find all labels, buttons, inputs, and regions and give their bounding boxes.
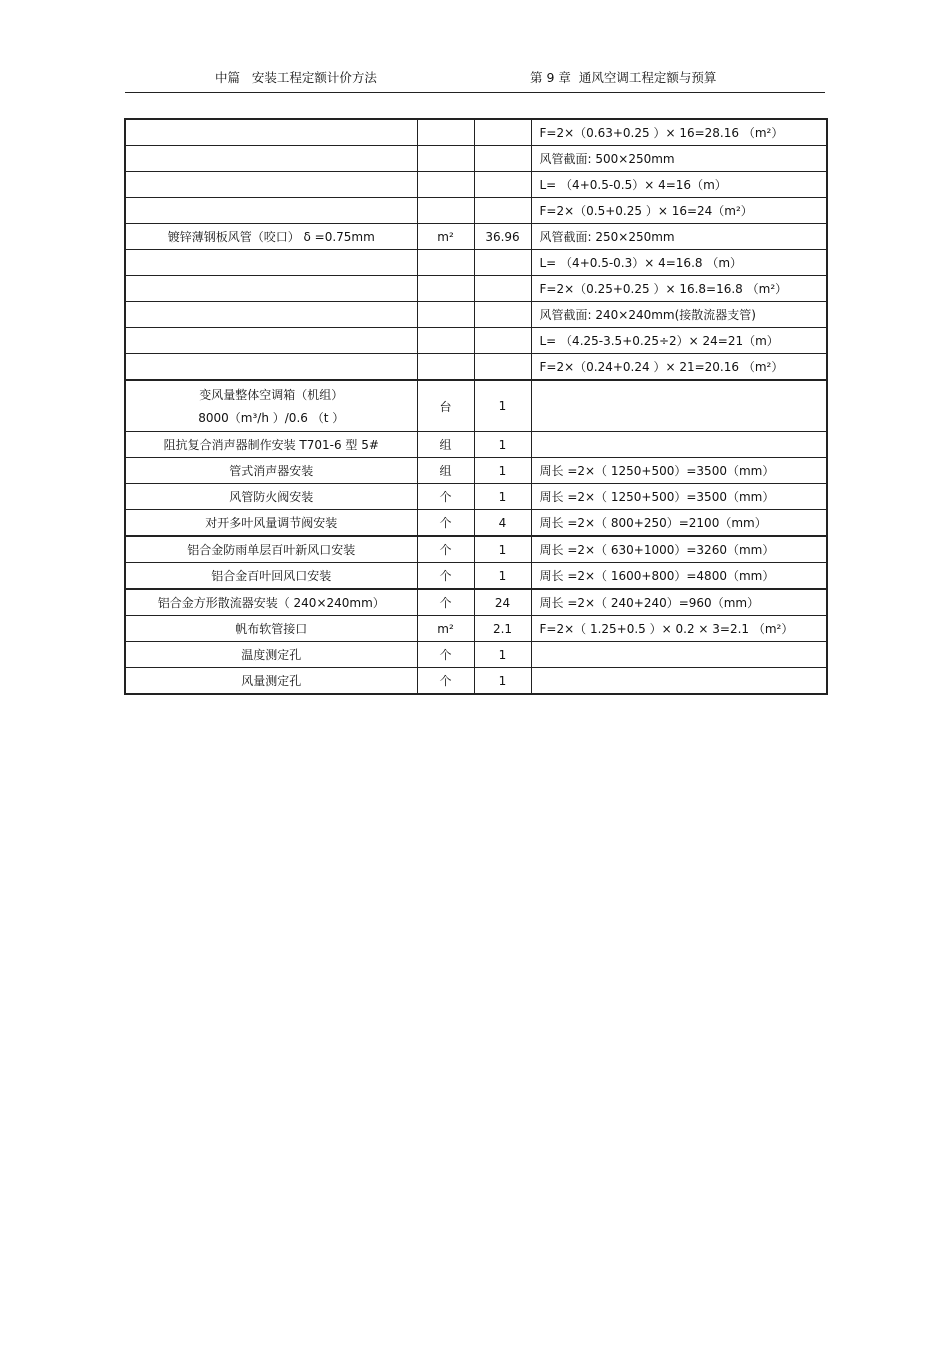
qty-cell: 1 xyxy=(474,432,531,458)
table-row xyxy=(125,119,827,146)
unit-cell: 个 xyxy=(417,589,474,616)
table-row xyxy=(125,484,827,510)
item-cell xyxy=(125,198,417,224)
calc-cell: L= （4.25-3.5+0.25÷2）× 24=21（m） xyxy=(531,328,827,354)
unit-cell: 台 xyxy=(417,380,474,432)
unit-cell: 个 xyxy=(417,510,474,537)
calc-cell: 风管截面: 240×240mm(接散流器支管) xyxy=(531,302,827,328)
calc-cell: 周长 =2×（ 800+250）=2100（mm） xyxy=(531,510,827,537)
qty-cell: 36.96 xyxy=(474,224,531,250)
qty-cell: 1 xyxy=(474,484,531,510)
qty-cell xyxy=(474,146,531,172)
item-cell: 铝合金防雨单层百叶新风口安装 xyxy=(125,536,417,563)
item-line-1: 变风量整体空调箱（机组） xyxy=(199,388,344,402)
qty-cell: 1 xyxy=(474,536,531,563)
calc-cell: F=2×（0.25+0.25 ）× 16.8=16.8 （m²） xyxy=(531,276,827,302)
table-row xyxy=(125,616,827,642)
unit-cell xyxy=(417,198,474,224)
header-right-title: 第 9 章 通风空调工程定额与预算 xyxy=(530,70,717,85)
calc-cell xyxy=(531,432,827,458)
item-cell xyxy=(125,146,417,172)
qty-cell xyxy=(474,328,531,354)
unit-cell: 个 xyxy=(417,563,474,590)
table-row xyxy=(125,589,827,616)
calc-cell: F=2×（0.63+0.25 ）× 16=28.16 （m²） xyxy=(531,119,827,146)
item-cell: 风量测定孔 xyxy=(125,668,417,695)
calc-cell: 周长 =2×（ 1600+800）=4800（mm） xyxy=(531,563,827,590)
calc-cell xyxy=(531,642,827,668)
unit-cell xyxy=(417,328,474,354)
calc-cell: L= （4+0.5-0.3）× 4=16.8 （m） xyxy=(531,250,827,276)
unit-cell xyxy=(417,119,474,146)
item-cell: 阻抗复合消声器制作安装 T701-6 型 5# xyxy=(125,432,417,458)
item-line-2: 8000（m³/h ）/0.6 （t ） xyxy=(198,411,345,425)
unit-cell: m² xyxy=(417,224,474,250)
item-cell xyxy=(125,276,417,302)
page-header xyxy=(125,66,825,93)
qty-cell: 1 xyxy=(474,668,531,695)
table-row xyxy=(125,146,827,172)
unit-cell: 个 xyxy=(417,536,474,563)
table-row xyxy=(125,380,827,432)
item-cell xyxy=(125,328,417,354)
table-row xyxy=(125,458,827,484)
unit-cell xyxy=(417,146,474,172)
qty-cell: 1 xyxy=(474,380,531,432)
calc-cell: 风管截面: 250×250mm xyxy=(531,224,827,250)
qty-cell: 1 xyxy=(474,458,531,484)
qty-cell xyxy=(474,172,531,198)
calc-cell: 风管截面: 500×250mm xyxy=(531,146,827,172)
calc-cell: L= （4+0.5-0.5）× 4=16（m） xyxy=(531,172,827,198)
item-cell: 铝合金百叶回风口安装 xyxy=(125,563,417,590)
item-cell xyxy=(125,250,417,276)
table-row xyxy=(125,328,827,354)
calc-cell xyxy=(531,668,827,695)
qty-cell: 1 xyxy=(474,642,531,668)
unit-cell: m² xyxy=(417,616,474,642)
qty-cell xyxy=(474,302,531,328)
unit-cell xyxy=(417,250,474,276)
unit-cell: 个 xyxy=(417,642,474,668)
qty-cell: 2.1 xyxy=(474,616,531,642)
item-cell xyxy=(125,119,417,146)
table-row xyxy=(125,302,827,328)
table-row xyxy=(125,563,827,590)
calc-cell: F=2×（0.24+0.24 ）× 21=20.16 （m²） xyxy=(531,354,827,381)
item-cell: 帆布软管接口 xyxy=(125,616,417,642)
table-row xyxy=(125,668,827,695)
qty-cell: 1 xyxy=(474,563,531,590)
item-cell xyxy=(125,380,417,432)
item-cell: 对开多叶风量调节阀安装 xyxy=(125,510,417,537)
qty-cell: 4 xyxy=(474,510,531,537)
unit-cell xyxy=(417,276,474,302)
unit-cell: 组 xyxy=(417,458,474,484)
table-row xyxy=(125,642,827,668)
qty-cell xyxy=(474,276,531,302)
calc-cell: 周长 =2×（ 1250+500）=3500（mm） xyxy=(531,484,827,510)
item-cell xyxy=(125,354,417,381)
header-left-title: 中篇 安装工程定额计价方法 xyxy=(215,70,377,85)
qty-cell: 24 xyxy=(474,589,531,616)
item-cell: 铝合金方形散流器安装（ 240×240mm） xyxy=(125,589,417,616)
calc-cell xyxy=(531,380,827,432)
table-row xyxy=(125,354,827,381)
unit-cell: 个 xyxy=(417,668,474,695)
quantity-table xyxy=(124,118,828,695)
qty-cell xyxy=(474,250,531,276)
item-cell: 风管防火阀安装 xyxy=(125,484,417,510)
unit-cell: 个 xyxy=(417,484,474,510)
unit-cell xyxy=(417,354,474,381)
calc-cell: F=2×（0.5+0.25 ）× 16=24（m²） xyxy=(531,198,827,224)
calc-cell: 周长 =2×（ 240+240）=960（mm） xyxy=(531,589,827,616)
qty-cell xyxy=(474,354,531,381)
table-row xyxy=(125,224,827,250)
table-row xyxy=(125,198,827,224)
qty-cell xyxy=(474,119,531,146)
item-cell xyxy=(125,302,417,328)
table-row xyxy=(125,250,827,276)
item-cell: 温度测定孔 xyxy=(125,642,417,668)
table-row xyxy=(125,536,827,563)
unit-cell xyxy=(417,302,474,328)
calc-cell: 周长 =2×（ 630+1000）=3260（mm） xyxy=(531,536,827,563)
calc-cell: F=2×（ 1.25+0.5 ）× 0.2 × 3=2.1 （m²） xyxy=(531,616,827,642)
calc-cell: 周长 =2×（ 1250+500）=3500（mm） xyxy=(531,458,827,484)
item-cell: 管式消声器安装 xyxy=(125,458,417,484)
qty-cell xyxy=(474,198,531,224)
table-row xyxy=(125,432,827,458)
table-row xyxy=(125,172,827,198)
table-row xyxy=(125,510,827,537)
table-row xyxy=(125,276,827,302)
unit-cell: 组 xyxy=(417,432,474,458)
unit-cell xyxy=(417,172,474,198)
item-cell: 镀锌薄钢板风管（咬口） δ =0.75mm xyxy=(125,224,417,250)
item-cell xyxy=(125,172,417,198)
